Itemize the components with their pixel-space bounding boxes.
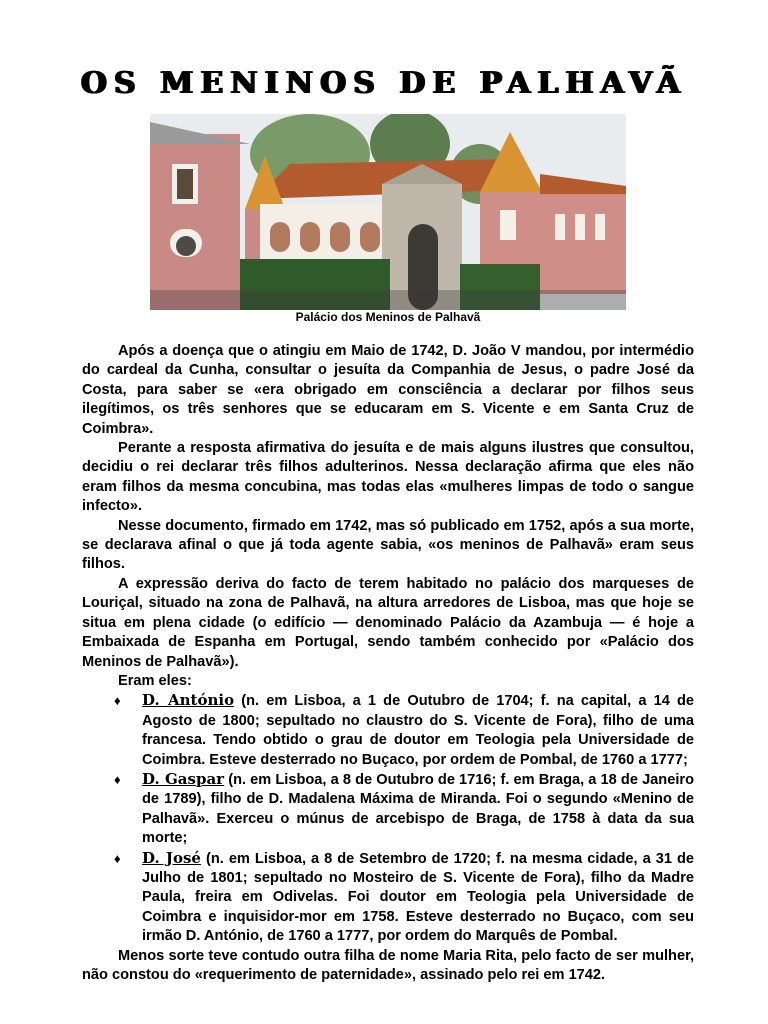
paragraph: A expressão deriva do facto de terem habitado no palácio dos marqueses de Louriçal, situado na zona de Palhavã, na altura arredores de Lisboa, mas que hoje se situa em plena cidade (o edifício — denominado Palácio da Azambuja — é hoje a Embaixada de Espanha em Portugal, sendo também conhecido por «Palácio dos Meninos de Palhavã»). — [82, 575, 694, 670]
person-name: D. Gaspar — [142, 769, 225, 788]
paragraph: Após a doença que o atingiu em Maio de 1742, D. João V mandou, por intermédio do cardeal da Cunha, consultar o jesuíta da Companhia de Jesus, o padre José da Costa, para saber se «era obrigado em consciência a declarar por filhos seus ilegítimos, os três senhores que se educaram em S. Vicente e em Santa Cruz de Coimbra». — [82, 343, 694, 437]
list-item — [114, 691, 694, 770]
person-name: D. António — [142, 691, 235, 710]
bullet-icon: ♦ — [114, 693, 121, 709]
bullet-icon: ♦ — [114, 771, 121, 787]
person-name: D. José — [142, 848, 201, 867]
paragraph: Menos sorte teve contudo outra filha de nome Maria Rita, pelo facto de ser mulher, não constou do «requerimento de paternidade», assinado pelo rei em 1742. — [82, 947, 694, 983]
article-body — [82, 342, 694, 985]
children-list — [82, 691, 694, 946]
photo-caption: Palácio dos Meninos de Palhavã — [295, 310, 481, 324]
palace-photo — [150, 114, 626, 310]
paragraph: Nesse documento, firmado em 1742, mas só publicado em 1752, após a sua morte, se declarava afinal o que já toda agente sabia, «os meninos de Palhavã» eram seus filhos. — [82, 517, 694, 573]
bullet-icon: ♦ — [114, 850, 121, 866]
list-item — [114, 848, 694, 947]
list-intro: Eram eles: — [118, 672, 192, 689]
page-title: OS MENINOS DE PALHAVÃ — [80, 66, 688, 101]
paragraph: Perante a resposta afirmativa do jesuíta e de mais alguns ilustres que consultou, decidiu o rei declarar três filhos adulterinos. Nessa declaração afirma que eles não eram filhos da mesma concubina, mas todas elas «mulheres limpas de todo o sangue infecto». — [82, 440, 694, 515]
person-description: (n. em Lisboa, a 1 de Outubro de 1704; f. na capital, a 14 de Agosto de 1800; sepultado no claustro do S. Vicente de Fora), filho de uma francesa. Tendo obtido o grau de doutor em Teologia pela Universidade de Coimbra. Esteve desterrado no Buçaco, por ordem de Pombal, de 1760 a 1777; — [142, 693, 694, 768]
person-description: (n. em Lisboa, a 8 de Outubro de 1716; f. em Braga, a 18 de Janeiro de 1789), filho de D. Madalena Máxima de Miranda. Foi o segundo «Menino de Palhavã». Exerceu o múnus de arcebispo de Braga, de 1758 à data da sua morte; — [142, 771, 694, 847]
list-item — [114, 769, 694, 849]
person-description: (n. em Lisboa, a 8 de Setembro de 1720; f. na mesma cidade, a 31 de Julho de 1801; sepultado no Mosteiro de S. Vicente de Fora), filho da Madre Paula, freira em Odivelas. Foi doutor em Teologia pela Universidade de Coimbra e inquisidor-mor em 1758. Esteve desterrado no Buçaco, com seu irmão D. António, de 1760 a 1777, por ordem do Marquês de Pombal. — [142, 850, 694, 945]
